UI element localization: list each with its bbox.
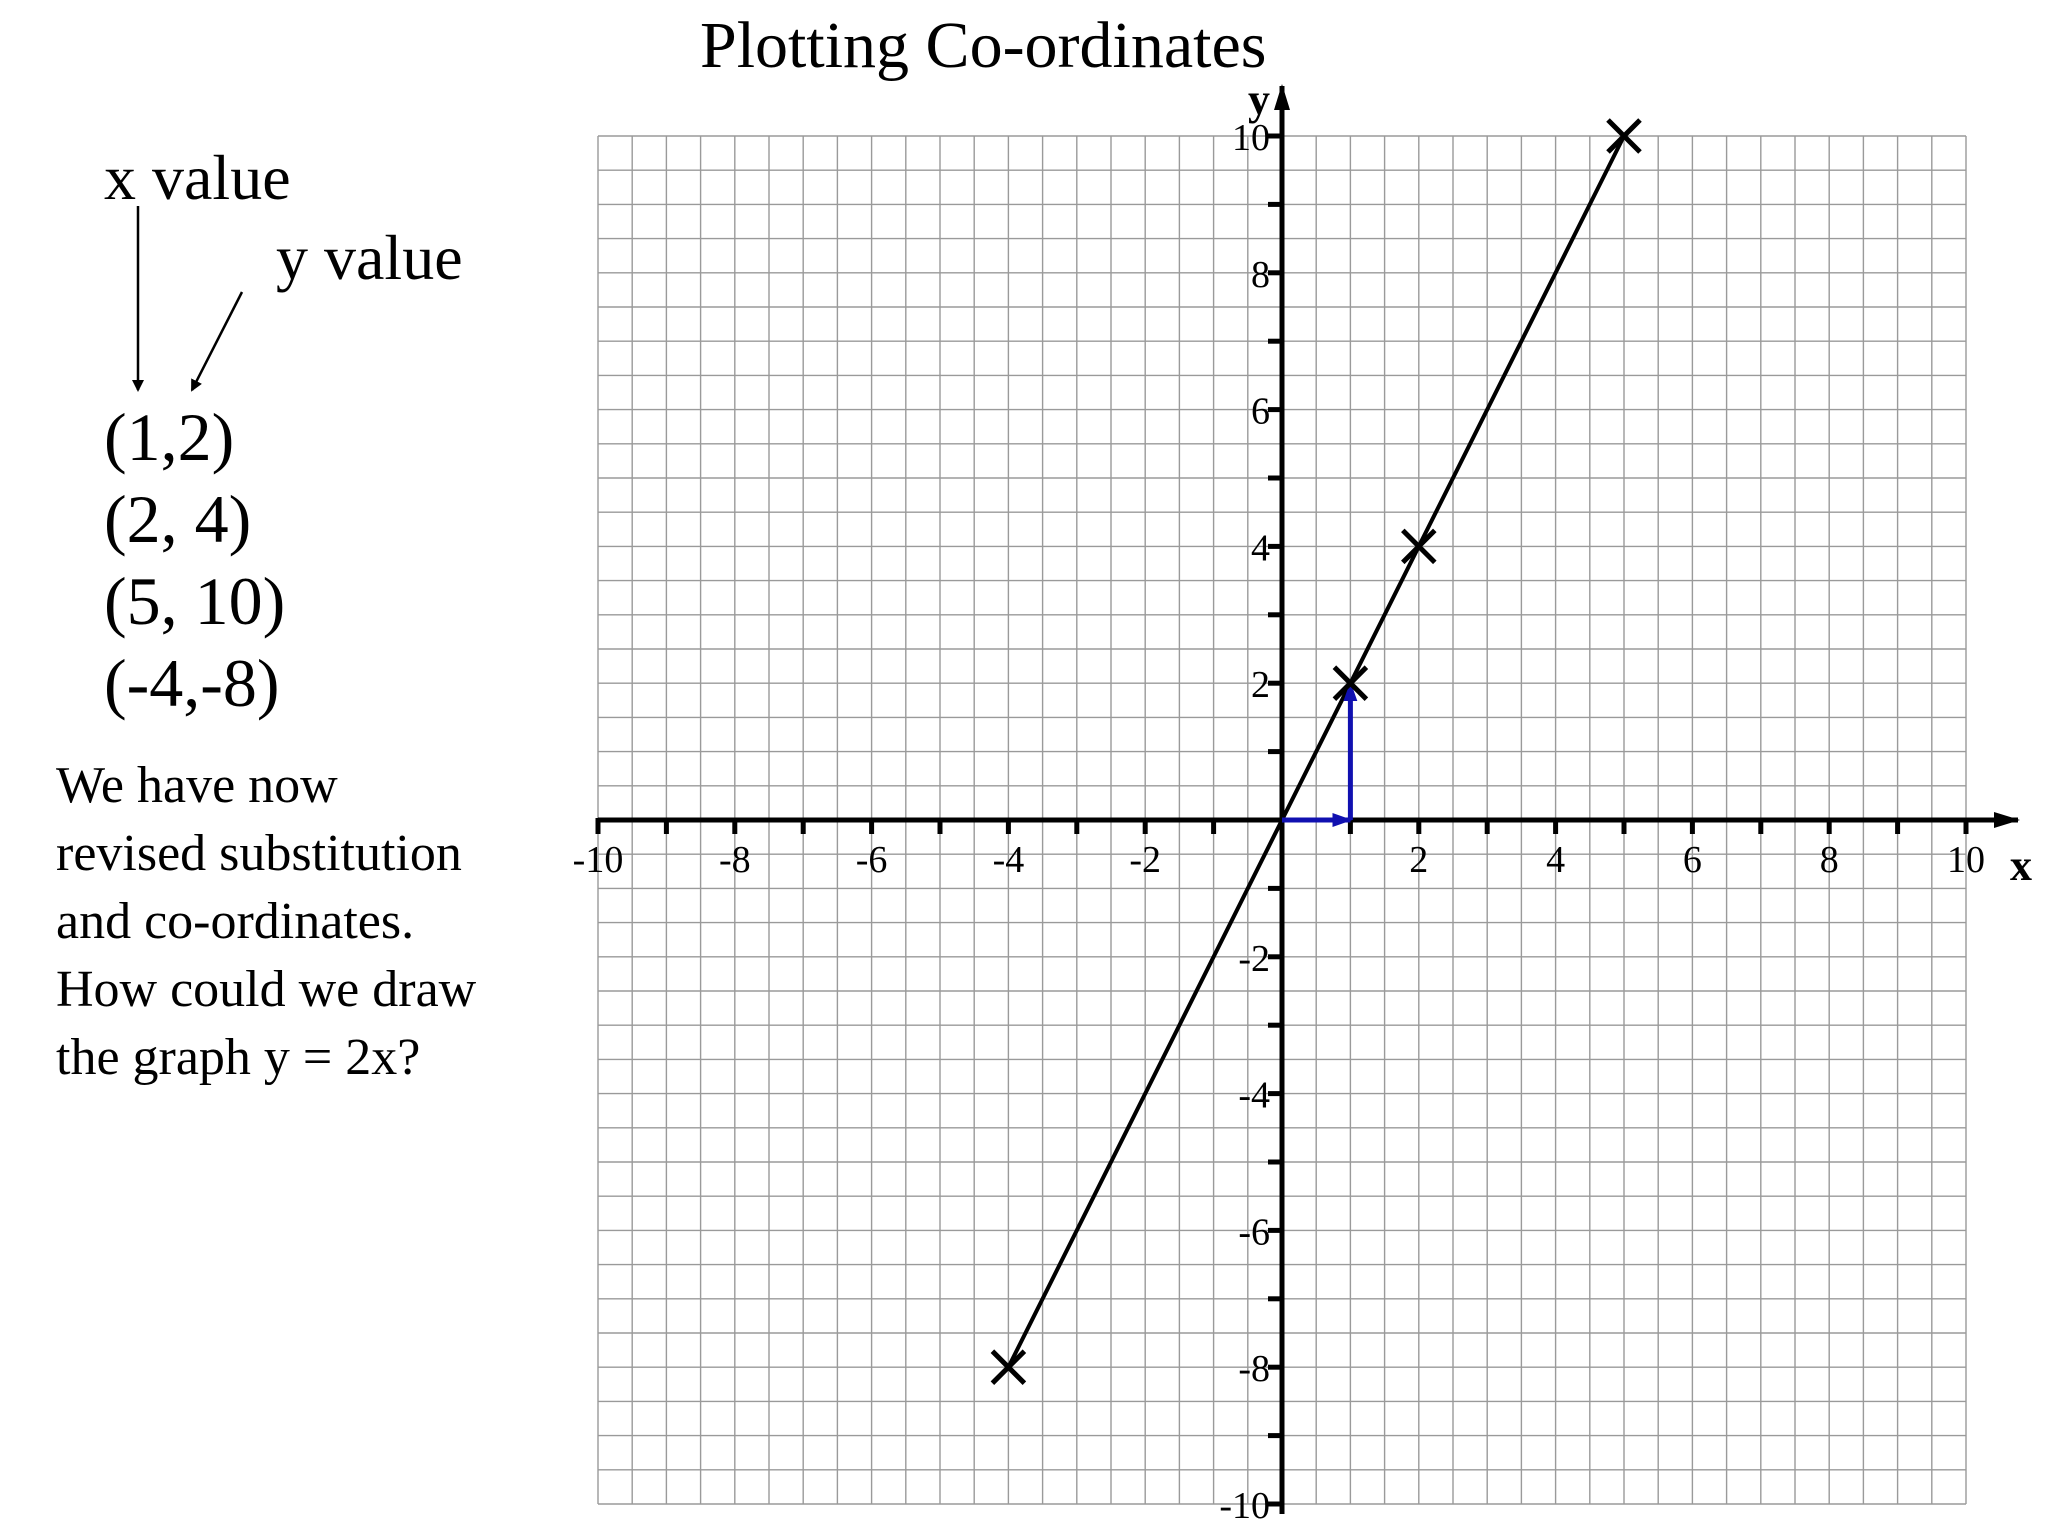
note-line: How could we draw xyxy=(56,961,477,1018)
x-tick-label: -8 xyxy=(718,839,751,881)
x-tick-label: -4 xyxy=(992,839,1025,881)
y-tick-label: -6 xyxy=(1238,1211,1270,1254)
coordinate-item: (2, 4) xyxy=(104,481,252,557)
x-value-label: x value xyxy=(104,142,291,213)
x-tick-label: -2 xyxy=(1129,839,1162,881)
coordinate-item: (-4,-8) xyxy=(104,645,280,721)
note-line: and co-ordinates. xyxy=(56,893,415,950)
x-tick-label: 10 xyxy=(1947,839,1985,881)
y-tick-label: -8 xyxy=(1238,1348,1270,1391)
x-tick-label: 6 xyxy=(1682,839,1702,881)
x-tick-label: -10 xyxy=(572,839,624,881)
y-value-label: y value xyxy=(276,222,463,293)
x-axis-label: x xyxy=(2010,841,2032,890)
coordinate-item: (1,2) xyxy=(104,399,235,475)
note-line: revised substitution xyxy=(56,825,462,882)
y-tick-label: -2 xyxy=(1238,937,1270,980)
x-tick-label: -6 xyxy=(855,839,888,881)
coordinate-item: (5, 10) xyxy=(104,563,286,639)
y-tick-label: -10 xyxy=(1219,1485,1270,1527)
note-line: the graph y = 2x? xyxy=(56,1029,421,1086)
note-line: We have now xyxy=(56,757,338,814)
y-tick-label: 8 xyxy=(1251,253,1270,296)
y-tick-label: 6 xyxy=(1251,390,1270,433)
y-tick-label: -4 xyxy=(1238,1074,1270,1117)
y-tick-label: 2 xyxy=(1251,664,1270,707)
y-tick-label: 10 xyxy=(1232,117,1270,159)
x-tick-label: 4 xyxy=(1546,839,1566,881)
page-title: Plotting Co-ordinates xyxy=(700,9,1267,82)
x-tick-label: 8 xyxy=(1819,839,1839,881)
y-axis-label: y xyxy=(1248,75,1270,124)
x-tick-label: 2 xyxy=(1409,839,1429,881)
y-tick-label: 4 xyxy=(1251,527,1270,570)
